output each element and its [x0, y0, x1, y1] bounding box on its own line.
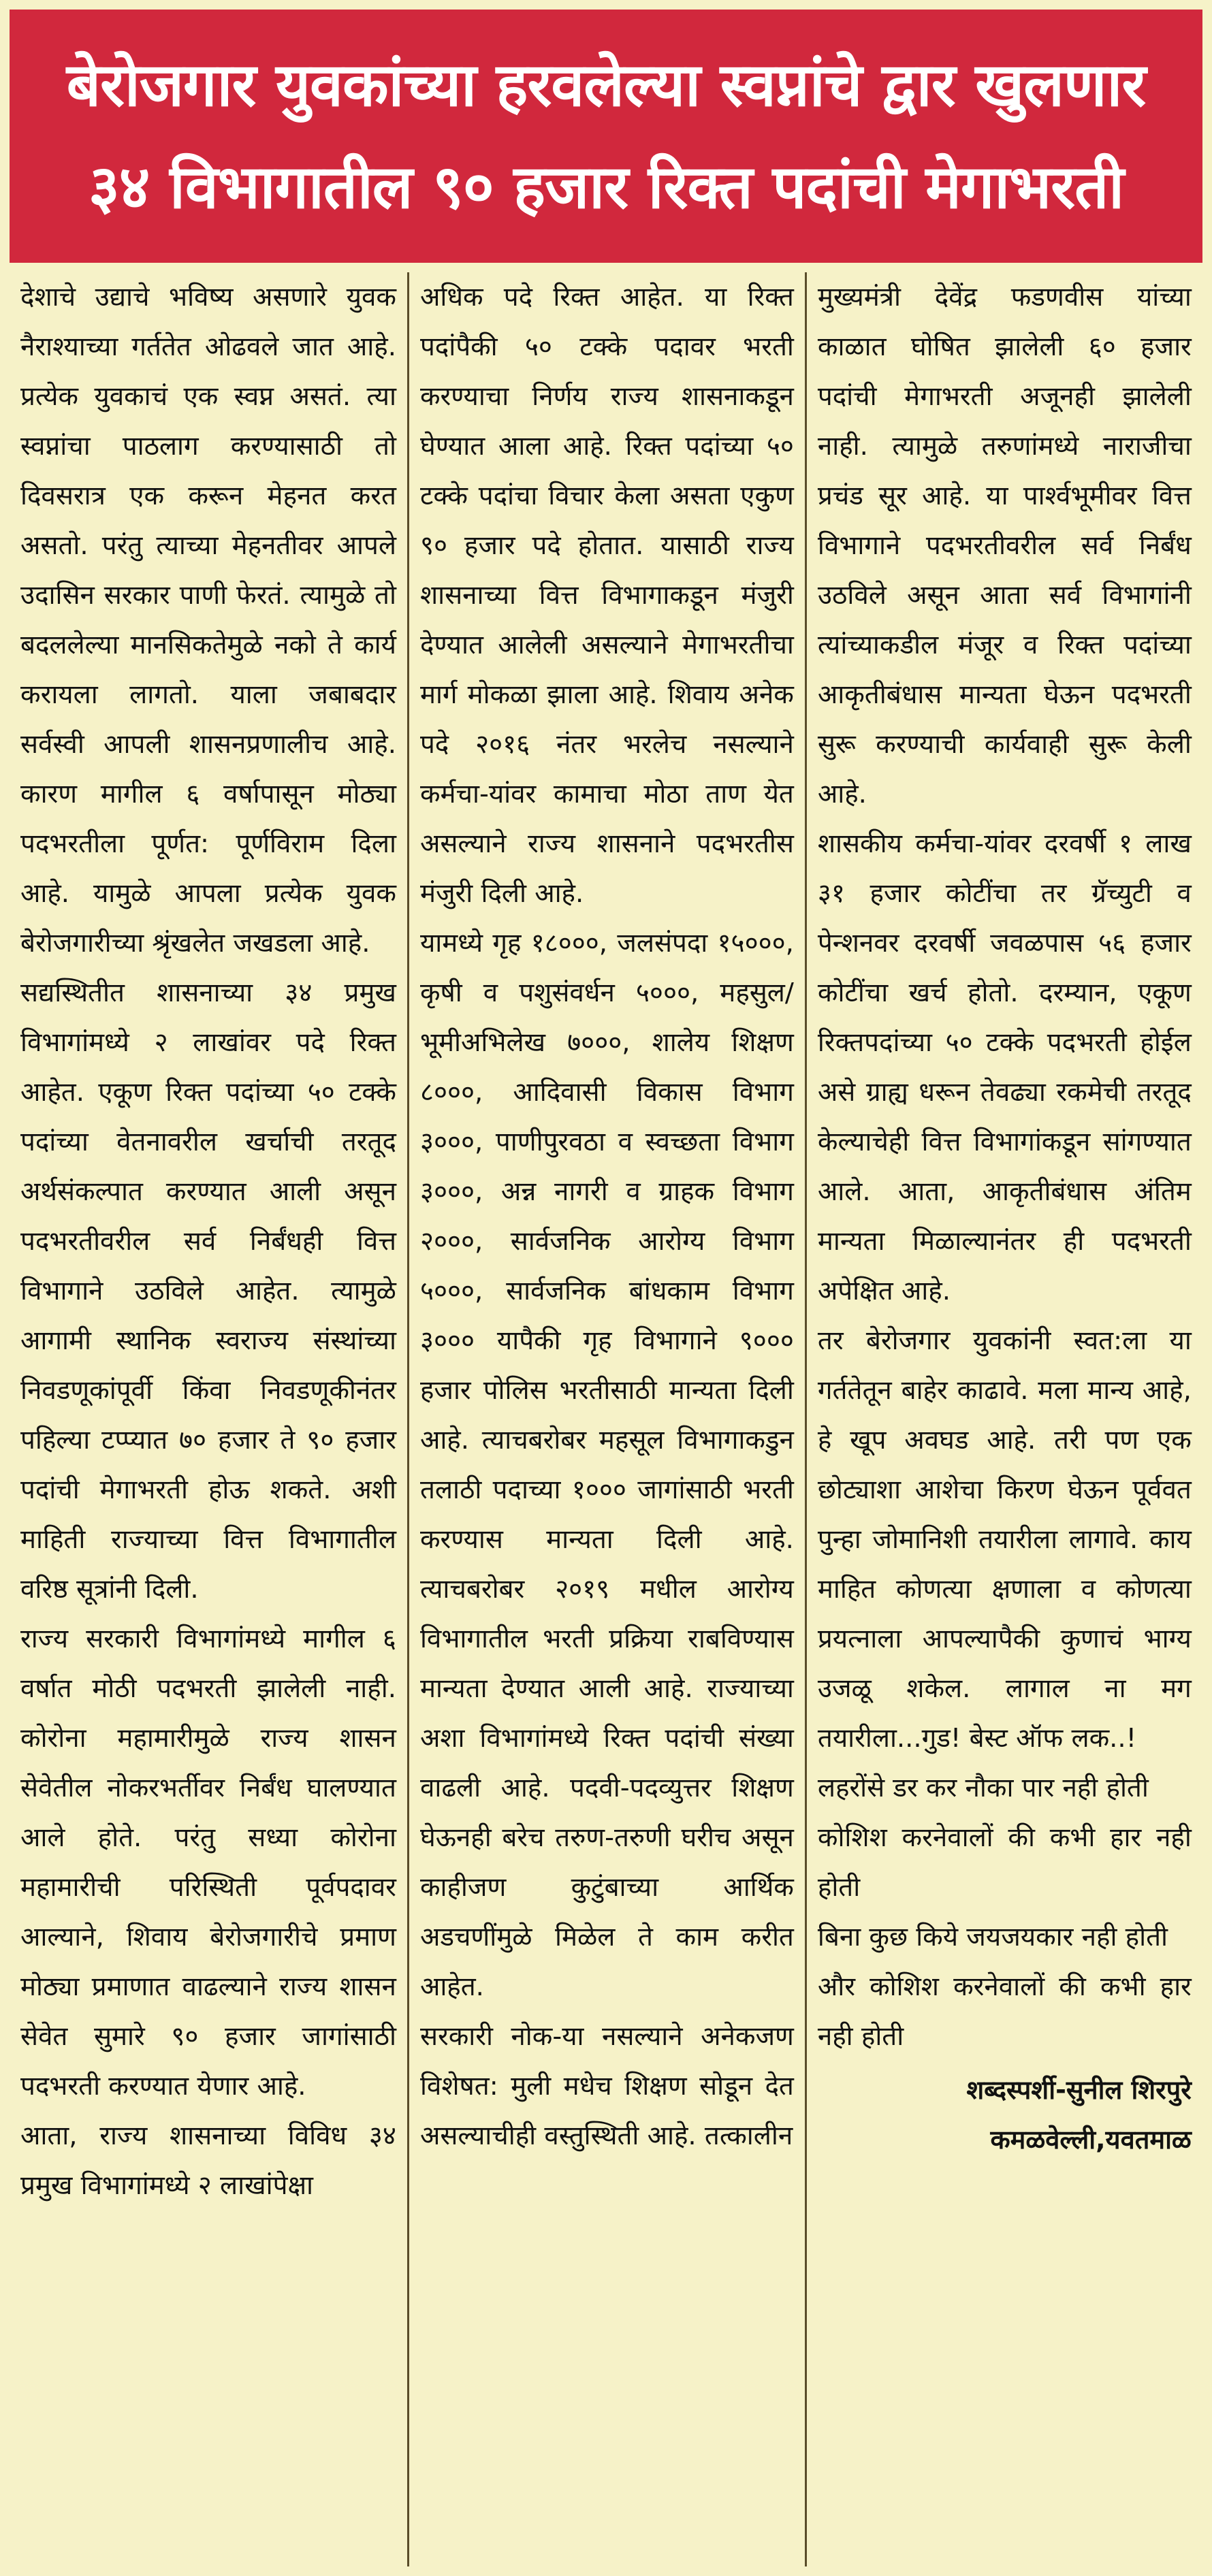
poem-line: बिना कुछ किये जयजयकार नही होती: [817, 1922, 1168, 1952]
article-paragraph: यामध्ये गृह १८०००, जलसंपदा १५०००, कृषी व पशुसंवर्धन ५०००, महसुल/भूमीअभिलेख ७०००, शालेय शिक्षण ८०००, आदिवासी विकास विभाग ३०००, पाणीपुरवठा व स्वच्छता विभाग ३०००, अन्न नागरी व ग्राहक विभाग २०००, सार्वजनिक आरोग्य विभाग ५०००, सार्वजनिक बांधकाम विभाग ३००० यापैकी गृह विभागाने ९००० हजार पोलिस भरतीसाठी मान्यता दिली आहे. त्याचबरोबर महसूल विभागाकडुन तलाठी पदाच्या १००० जागांसाठी भरती करण्यास मान्यता दिली आहे. त्याचबरोबर २०१९ मधील आरोग्य विभागातील भरती प्रक्रिया राबविण्यास मान्यता देण्यात आली आहे. राज्याच्या अशा विभागांमध्ये रिक्त पदांची संख्या वाढली आहे. पदवी-पदव्युत्तर शिक्षण घेऊनही बरेच तरुण-तरुणी घरीच असून काहीजण कुटुंबाच्या आर्थिक अडचणींमुळे मिळेल ते काम करीत आहेत.: [419, 928, 794, 2002]
article-paragraph: सद्यस्थितीत शासनाच्या ३४ प्रमुख विभागांमध्ये २ लाखांवर पदे रिक्त आहेत. एकूण रिक्त पदांच्या ५० टक्के पदांच्या वेतनावरील खर्चाची तरतूद अर्थसंकल्पात करण्यात आली असून पदभरतीवरील सर्व निर्बंधही वित्त विभागाने उठविले आहेत. त्यामुळे आगामी स्थानिक स्वराज्य संस्थांच्या निवडणूकांपूर्वी किंवा निवडणूकीनंतर पहिल्या टप्प्यात ७० हजार ते ९० हजार पदांची मेगाभरती होऊ शकते. अशी माहिती राज्याच्या वित्त विभागातील वरिष्ठ सूत्रांनी दिली.: [20, 978, 396, 1605]
article-paragraph: शासकीय कर्मचा-यांवर दरवर्षी १ लाख ३१ हजार कोटींचा तर ग्रॅच्युटी व पेन्शनवर दरवर्षी जवळपास ५६ हजार कोटींचा खर्च होतो. दरम्यान, एकूण रिक्तपदांच्या ५० टक्के पदभरती होईल असे ग्राह्य धरून तेवढ्या रकमेची तरतूद केल्याचेही वित्त विभागांकडून सांगण्यात आले. आता, आकृतीबंधास अंतिम मान्यता मिळाल्यानंतर ही पदभरती अपेक्षित आहे.: [817, 828, 1192, 1306]
article-column-2: [407, 272, 805, 2566]
article-column-3: [805, 272, 1202, 2566]
article-paragraph: आता, राज्य शासनाच्या विविध ३४ प्रमुख विभागांमध्ये २ लाखांपेक्षा: [20, 2121, 396, 2201]
article-paragraph: सरकारी नोक-या नसल्याने अनेकजण विशेषत: मुली मधेच शिक्षण सोडून देत असल्याचीही वस्तुस्थिती आहे. तत्कालीन: [419, 2021, 794, 2151]
article-paragraph: राज्य सरकारी विभागांमध्ये मागील ६ वर्षात मोठी पदभरती झालेली नाही. कोरोना महामारीमुळे राज्य शासन सेवेतील नोकरभर्तीवर निर्बंध घालण्यात आले होते. परंतु सध्या कोरोना महामारीची परिस्थिती पूर्वपदावर आल्याने, शिवाय बेरोजगारीचे प्रमाण मोठ्या प्रमाणात वाढल्याने राज्य शासन सेवेत सुमारे ९० हजार जागांसाठी पदभरती करण्यात येणार आहे.: [20, 1624, 396, 2102]
article-paragraph: तर बेरोजगार युवकांनी स्वत:ला या गर्ततेतून बाहेर काढावे. मला मान्य आहे, हे खूप अवघड आहे. तरी पण एक छोट्याशा आशेचा किरण घेऊन पूर्ववत पुन्हा जोमानिशी तयारीला लागावे. काय माहित कोणत्या क्षणाला व कोणत्या प्रयत्नाला आपल्यापैकी कुणाचं भाग्य उजळू शकेल. लागाल ना मग तयारीला...गुड! बेस्ट ऑफ लक..!: [817, 1325, 1192, 1754]
bottom-margin: [0, 2566, 1212, 2576]
author-location: कमळवेल्ली,यवतमाळ: [990, 2125, 1192, 2155]
poem-line: कोशिश करनेवालों की कभी हार नही होती: [817, 1822, 1192, 1903]
headline-banner: [10, 10, 1202, 263]
headline-line-1: बेरोजगार युवकांच्या हरवलेल्या स्वप्नांचे द्वार खुलणार: [66, 50, 1146, 120]
headline-line-2: ३४ विभागातील ९० हजार रिक्त पदांची मेगाभरती: [88, 152, 1124, 222]
author-signature: [818, 2065, 1192, 2165]
top-margin: [0, 0, 1212, 10]
article-paragraph: अधिक पदे रिक्त आहेत. या रिक्त पदांपैकी ५० टक्के पदावर भरती करण्याचा निर्णय राज्य शासनाकडून घेण्यात आला आहे. रिक्त पदांच्या ५० टक्के पदांचा विचार केला असता एकुण ९० हजार पदे होतात. यासाठी राज्य शासनाच्या वित्त विभागाकडून मंजुरी देण्यात आलेली असल्याने मेगाभरतीचा मार्ग मोकळा झाला आहे. शिवाय अनेक पदे २०१६ नंतर भरलेच नसल्याने कर्मचा-यांवर कामाचा मोठा ताण येत असल्याने राज्य शासनाने पदभरतीस मंजुरी दिली आहे.: [419, 282, 794, 909]
author-name: शब्दस्पर्शी-सुनील शिरपुरे: [966, 2075, 1192, 2105]
article-paragraph: मुख्यमंत्री देवेंद्र फडणवीस यांच्या काळात घोषित झालेली ६० हजार पदांची मेगाभरती अजूनही झालेली नाही. त्यामुळे तरुणांमध्ये नाराजीचा प्रचंड सूर आहे. या पार्श्वभूमीवर वित्त विभागाने पदभरतीवरील सर्व निर्बंध उठविले असून आता सर्व विभागांनी त्यांच्याकडील मंजूर व रिक्त पदांच्या आकृतीबंधास मान्यता घेऊन पदभरती सुरू करण्याची कार्यवाही सुरू केली आहे.: [817, 282, 1192, 809]
poem-line: और कोशिश करनेवालों की कभी हार नही होती: [817, 1971, 1192, 2052]
poem-line: लहरोंसे डर कर नौका पार नही होती: [817, 1773, 1149, 1803]
article-columns: [10, 272, 1202, 2566]
article-column-1: [10, 272, 407, 2566]
article-paragraph: देशाचे उद्याचे भविष्य असणारे युवक नैराश्याच्या गर्ततेत ओढवले जात आहे. प्रत्येक युवकाचं एक स्वप्न असतं. त्या स्वप्नांचा पाठलाग करण्यासाठी तो दिवसरात्र एक करून मेहनत करत असतो. परंतु त्याच्या मेहनतीवर आपले उदासिन सरकार पाणी फेरतं. त्यामुळे तो बदललेल्या मानसिकतेमुळे नको ते कार्य करायला लागतो. याला जबाबदार सर्वस्वी आपली शासनप्रणालीच आहे. कारण मागील ६ वर्षापासून मोठ्या पदभरतीला पूर्णत: पूर्णविराम दिला आहे. यामुळे आपला प्रत्येक युवक बेरोजगारीच्या श्रृंखलेत जखडला आहे.: [20, 282, 396, 959]
